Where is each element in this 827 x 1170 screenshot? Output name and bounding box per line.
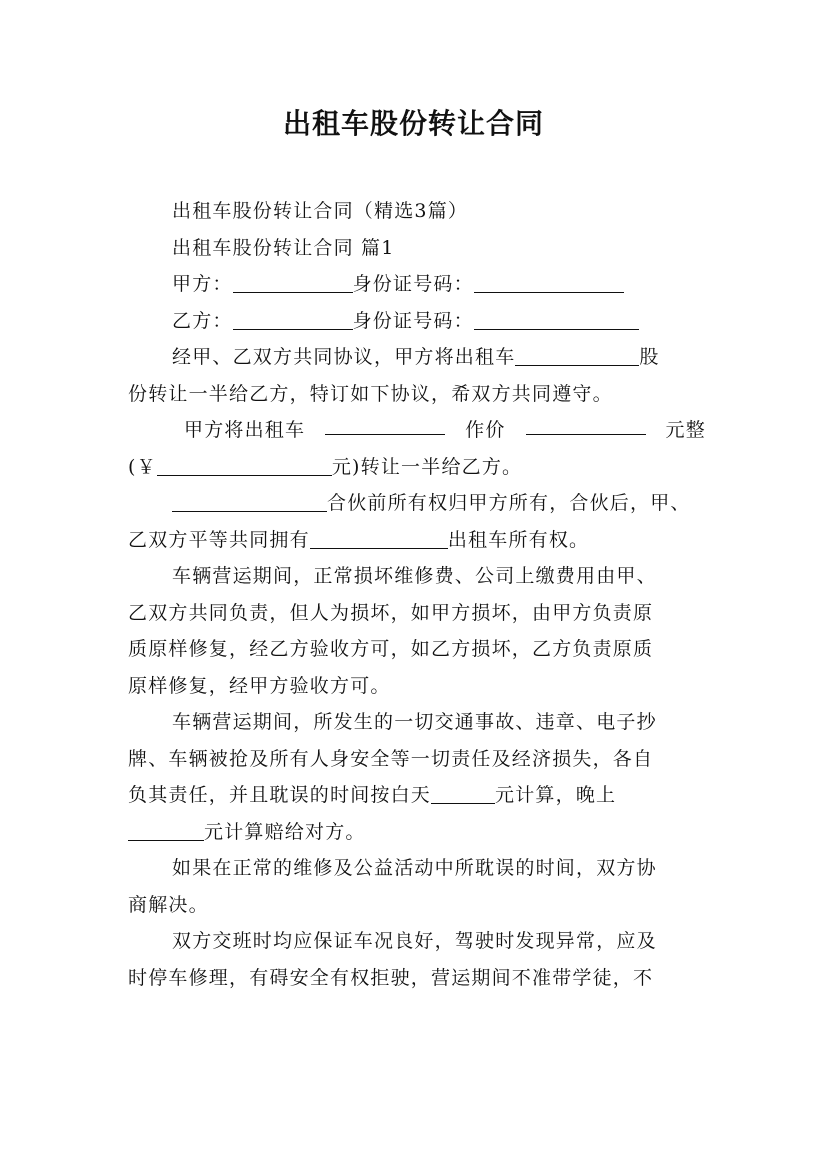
paragraph-3-line-1 — [128, 485, 706, 522]
party-b-id-blank — [474, 307, 639, 330]
paragraph-2-amount-prefix: (￥ — [128, 455, 157, 478]
paragraph-1-text: 经甲、乙双方共同协议，甲方将出租车 — [172, 346, 516, 368]
paragraph-7-line-1: 双方交班时均应保证车况良好，驾驶时发现异常，应及 — [172, 930, 657, 952]
ownership-share-blank — [310, 526, 448, 549]
taxi-plate-blank — [515, 343, 639, 366]
paragraph-5-line-2: 牌、车辆被抢及所有人身安全等一切责任及经济损失，各自 — [128, 747, 654, 770]
paragraph-2-text-a: 甲方将出租车 — [184, 419, 306, 441]
paragraph-3-line-2 — [128, 522, 706, 559]
section-heading: 出租车股份转让合同 篇1 — [172, 236, 395, 259]
party-a-line — [128, 266, 706, 303]
paragraph-5-line-3 — [128, 777, 706, 814]
price-blank — [526, 412, 646, 435]
paragraph-5-text-b: 元计算，晚上 — [495, 784, 617, 806]
ownership-date-blank — [172, 489, 327, 512]
subtitle: 出租车股份转让合同（精选3篇） — [172, 200, 469, 222]
daytime-rate-blank — [431, 781, 495, 804]
taxi-number-blank — [325, 412, 445, 435]
paragraph-4-line-3: 质原样修复，经乙方验收方可，如乙方损坏，乙方负责原质 — [128, 638, 654, 660]
night-rate-blank — [128, 818, 204, 841]
document-title: 出租车股份转让合同 — [282, 107, 544, 140]
paragraph-3-text-a: 乙双方平等共同拥有 — [128, 528, 310, 551]
paragraph-1-line-1 — [128, 339, 706, 376]
paragraph-2-line-2 — [128, 449, 706, 486]
paragraph-5-line-1: 车辆营运期间，所发生的一切交通事故、违章、电子抄 — [172, 711, 657, 733]
paragraph-6-line-2: 商解决。 — [128, 893, 209, 916]
party-a-id-label: 身份证号码： — [352, 273, 474, 295]
paragraph-4-line-4: 原样修复，经甲方验收方可。 — [128, 674, 391, 697]
paragraph-5-line-4 — [128, 814, 706, 851]
paragraph-2-line-1 — [128, 412, 706, 449]
paragraph-6-line-1: 如果在正常的维修及公益活动中所耽误的时间，双方协 — [172, 857, 657, 879]
party-a-label: 甲方： — [172, 273, 233, 295]
party-b-name-blank — [233, 307, 353, 330]
paragraph-7-line-2: 时停车修理，有碍安全有权拒驶，营运期间不准带学徒，不 — [128, 966, 654, 989]
paragraph-4-line-1: 车辆营运期间，正常损坏维修费、公司上缴费用由甲、 — [172, 565, 657, 587]
paragraph-2-text-b: 作价 — [465, 419, 506, 441]
party-b-line — [128, 303, 706, 340]
paragraph-2-amount-suffix: 元)转让一半给乙方。 — [331, 455, 523, 478]
paragraph-5-text-c: 元计算赔给对方。 — [204, 820, 366, 843]
party-b-label: 乙方： — [172, 309, 233, 332]
party-a-id-blank — [474, 270, 624, 293]
document-body — [128, 193, 706, 996]
party-b-id-label: 身份证号码： — [352, 309, 474, 332]
paragraph-2-text-c: 元整 — [665, 419, 706, 441]
paragraph-3-text-b: 出租车所有权。 — [447, 528, 590, 551]
paragraph-4-line-2: 乙双方共同负责，但人为损坏，如甲方损坏，由甲方负责原 — [128, 601, 654, 624]
paragraph-3-text: 合伙前所有权归甲方所有，合伙后，甲、 — [327, 492, 691, 514]
amount-figure-blank — [157, 453, 332, 476]
paragraph-1-text-end: 股 — [639, 346, 660, 368]
paragraph-1-line-2: 份转让一半给乙方，特订如下协议，希双方共同遵守。 — [128, 382, 613, 405]
party-a-name-blank — [233, 270, 353, 293]
paragraph-5-text-a: 负其责任，并且耽误的时间按白天 — [128, 784, 432, 806]
